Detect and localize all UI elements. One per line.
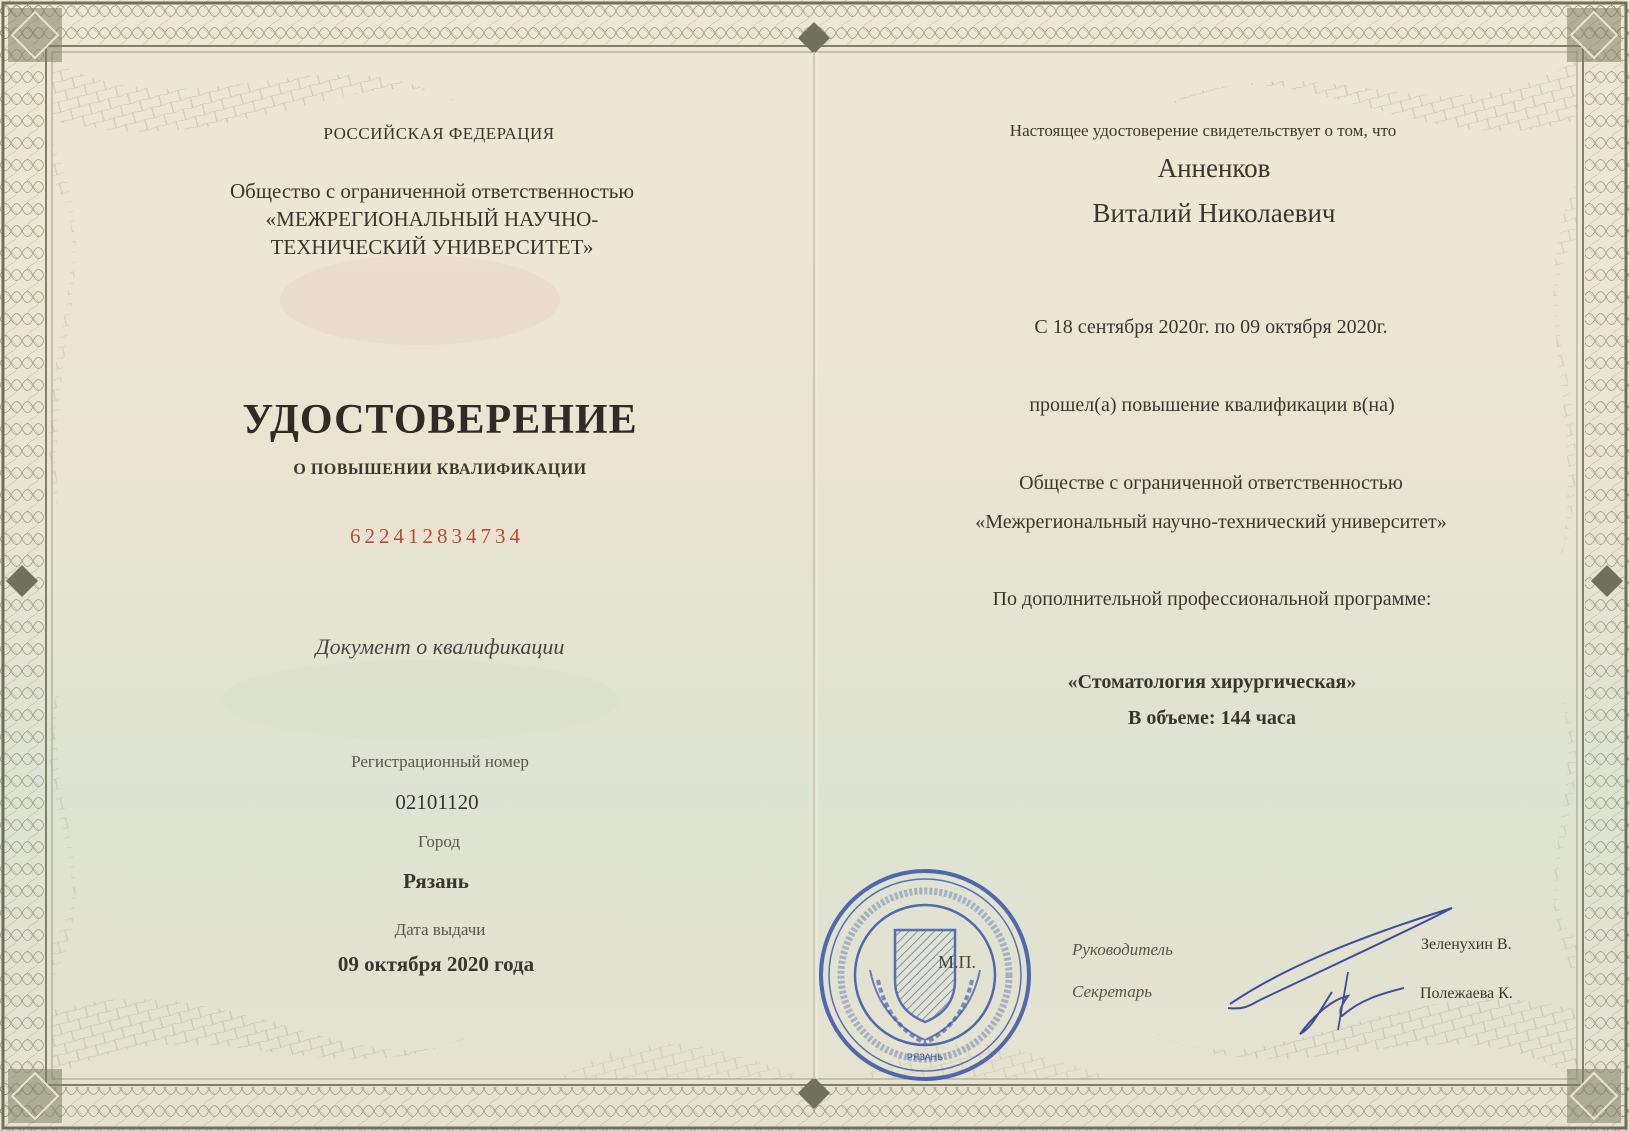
registration-number-label: Регистрационный номер	[351, 752, 529, 771]
institution-line-2: «Межрегиональный научно-технический университет»	[975, 511, 1447, 533]
serial-number: 622412834734	[350, 524, 524, 548]
document-title: УДОСТОВЕРЕНИЕ	[242, 397, 638, 443]
organization-line-1: Общество с ограниченной ответственностью	[229, 179, 635, 203]
handwritten-signature	[1220, 900, 1480, 1040]
document-subtitle: О ПОВЫШЕНИИ КВАЛИФИКАЦИИ	[293, 461, 587, 478]
program-label: По дополнительной профессиональной программе:	[992, 588, 1432, 610]
recipient-surname: Анненков	[1157, 153, 1271, 183]
head-signature-label: Руководитель	[1072, 940, 1173, 959]
registration-number: 02101120	[395, 790, 479, 814]
intro-text: Настоящее удостоверение свидетельствует о том, что	[1009, 121, 1397, 140]
training-period: С 18 сентября 2020г. по 09 октября 2020г.	[1034, 316, 1388, 338]
stamp-place-label: М.П.	[938, 952, 977, 972]
institution-line-1: Обществе с ограниченной ответственностью	[1019, 472, 1403, 494]
document-type: Документ о квалификации	[315, 634, 565, 659]
organization-line-2: «МЕЖРЕГИОНАЛЬНЫЙ НАУЧНО-	[265, 207, 599, 231]
secretary-name: Полежаева К.	[1420, 985, 1513, 1002]
stamp-city-text: РЯЗАНЬ	[906, 1052, 944, 1062]
program-volume: В объеме: 144 часа	[1128, 707, 1296, 729]
passed-training-text: прошел(а) повышение квалификации в(на)	[1029, 394, 1395, 416]
issue-date: 09 октября 2020 года	[337, 952, 535, 976]
issue-date-label: Дата выдачи	[394, 920, 486, 939]
organization-line-3: ТЕХНИЧЕСКИЙ УНИВЕРСИТЕТ»	[270, 235, 594, 259]
country-name: РОССИЙСКАЯ ФЕДЕРАЦИЯ	[323, 124, 555, 143]
secretary-signature-label: Секретарь	[1072, 982, 1152, 1001]
head-name: Зеленухин В.	[1421, 936, 1512, 953]
official-stamp	[810, 860, 1040, 1090]
recipient-name: Виталий Николаевич	[1092, 198, 1336, 228]
city-label: Город	[418, 832, 460, 851]
program-name: «Стоматология хирургическая»	[1067, 671, 1357, 693]
city-value: Рязань	[403, 869, 469, 893]
